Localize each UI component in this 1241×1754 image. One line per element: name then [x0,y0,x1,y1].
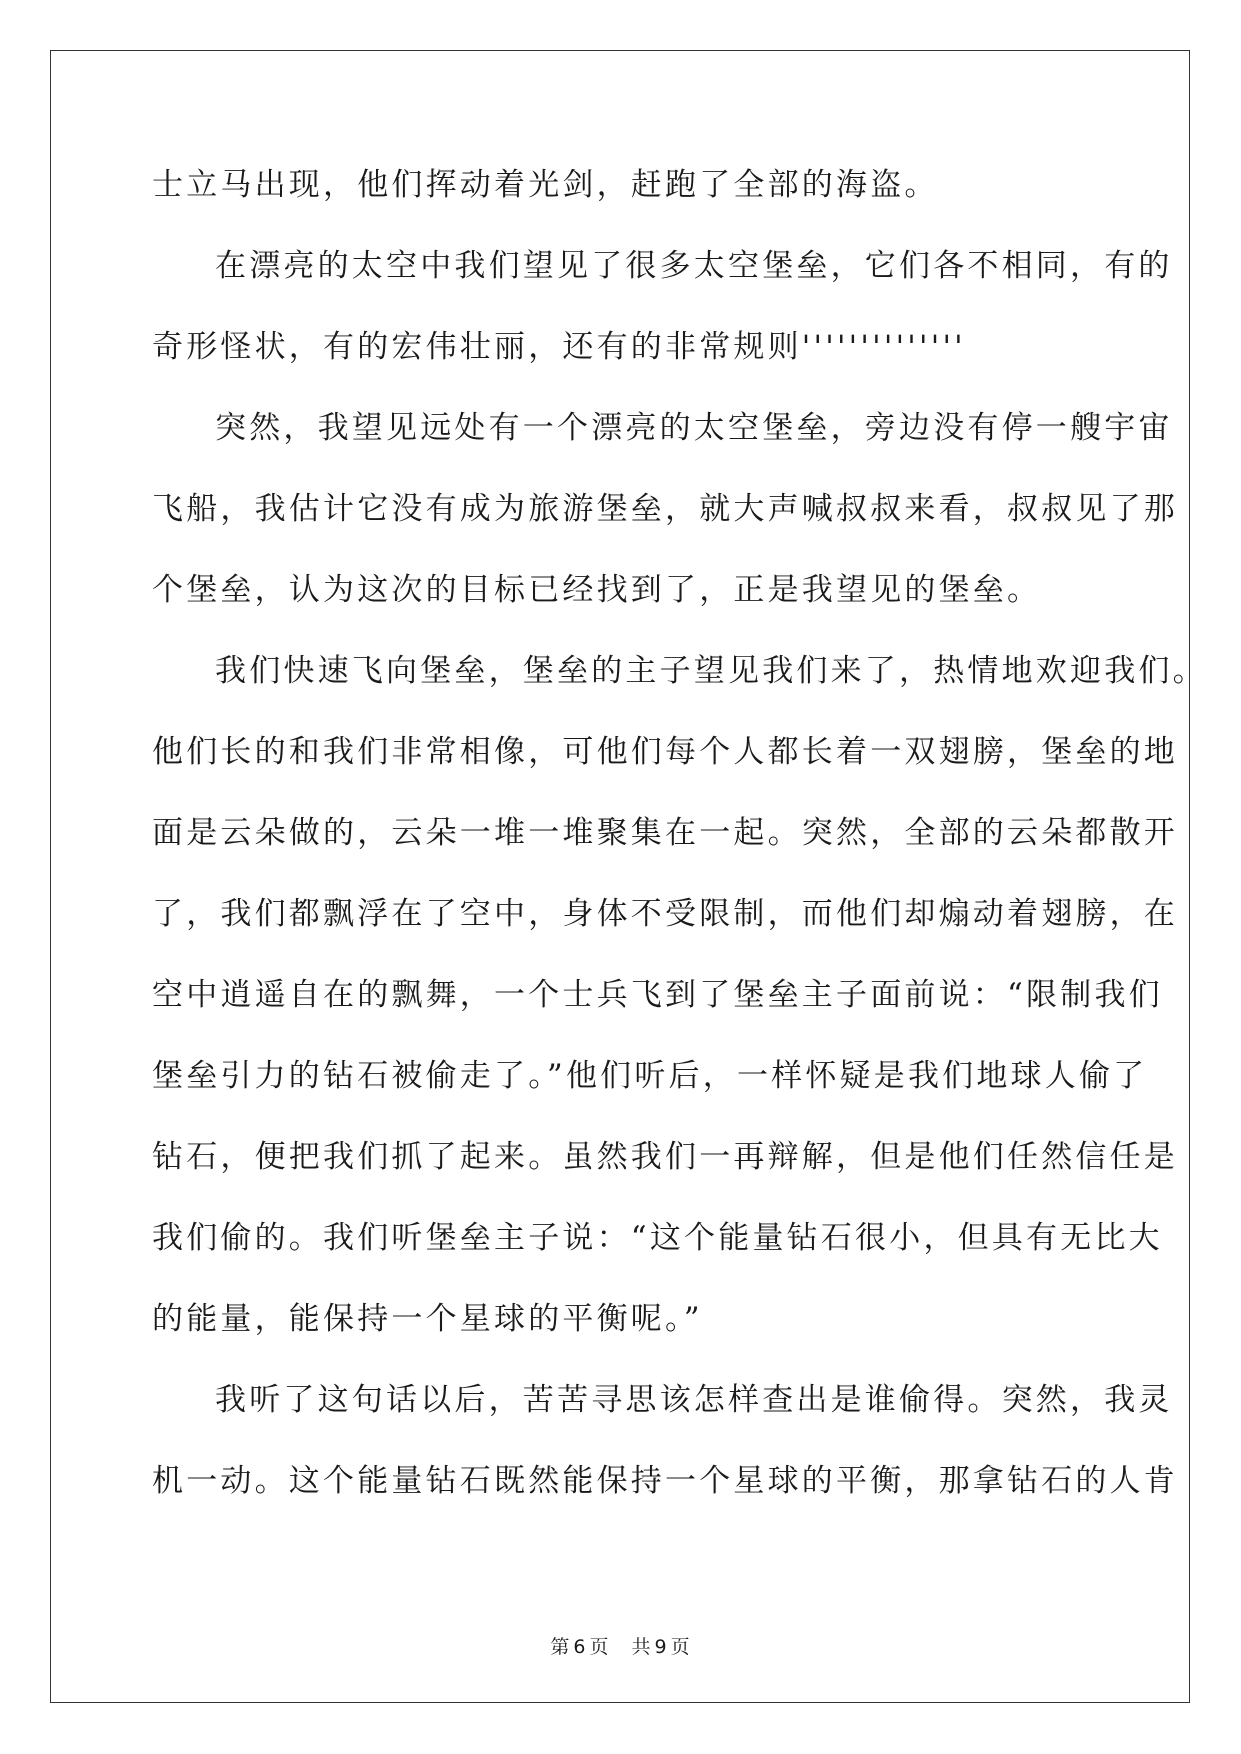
text-line: 空中逍遥自在的飘舞，一个士兵飞到了堡垒主子面前说：“限制我们 [152,977,1163,1013]
text-line: 我们偷的。我们听堡垒主子说：“这个能量钻石很小，但具有无比大 [152,1220,1163,1256]
text-line: 了，我们都飘浮在了空中，身体不受限制，而他们却煽动着翅膀，在 [152,896,1178,932]
text-line: 突然，我望见远处有一个漂亮的太空堡垒，旁边没有停一艘宇宙 [215,410,1173,446]
text-line: 的能量，能保持一个星球的平衡呢。” [152,1301,703,1337]
text-line: 面是云朵做的，云朵一堆一堆聚集在一起。突然，全部的云朵都散开 [152,815,1178,851]
text-line: 我听了这句话以后，苦苦寻思该怎样查出是谁偷得。突然，我灵 [215,1382,1173,1418]
text-line: 在漂亮的太空中我们望见了很多太空堡垒，它们各不相同，有的 [215,248,1173,284]
text-line: 我们快速飞向堡垒，堡垒的主子望见我们来了，热情地欢迎我们。 [215,653,1207,689]
text-line: 奇形怪状，有的宏伟壮丽，还有的非常规则'''''''''''''' [152,329,966,365]
page-number-prefix: 第 [550,1636,571,1658]
page-number-suffix: 页 [589,1636,610,1658]
text-line: 机一动。这个能量钻石既然能保持一个星球的平衡，那拿钻石的人肯 [152,1463,1178,1499]
page-footer [0,1632,1241,1659]
text-line: 个堡垒，认为这次的目标已经找到了，正是我望见的堡垒。 [152,572,1042,608]
document-body [152,165,1207,1542]
page-total-suffix: 页 [670,1636,691,1658]
page-total-prefix: 共 [631,1636,652,1658]
text-line: 他们长的和我们非常相像，可他们每个人都长着一双翅膀，堡垒的地 [152,734,1178,770]
text-line: 士立马出现，他们挥动着光剑，赶跑了全部的海盗。 [152,167,939,203]
text-line: 钻石，便把我们抓了起来。虽然我们一再辩解，但是他们任然信任是 [152,1139,1178,1175]
page-number-current: 6 [573,1636,587,1658]
text-line: 堡垒引力的钻石被偷走了。”他们听后，一样怀疑是我们地球人偷了 [152,1058,1148,1094]
page-number-total: 9 [654,1636,668,1658]
text-line: 飞船，我估计它没有成为旅游堡垒，就大声喊叔叔来看，叔叔见了那 [152,491,1178,527]
